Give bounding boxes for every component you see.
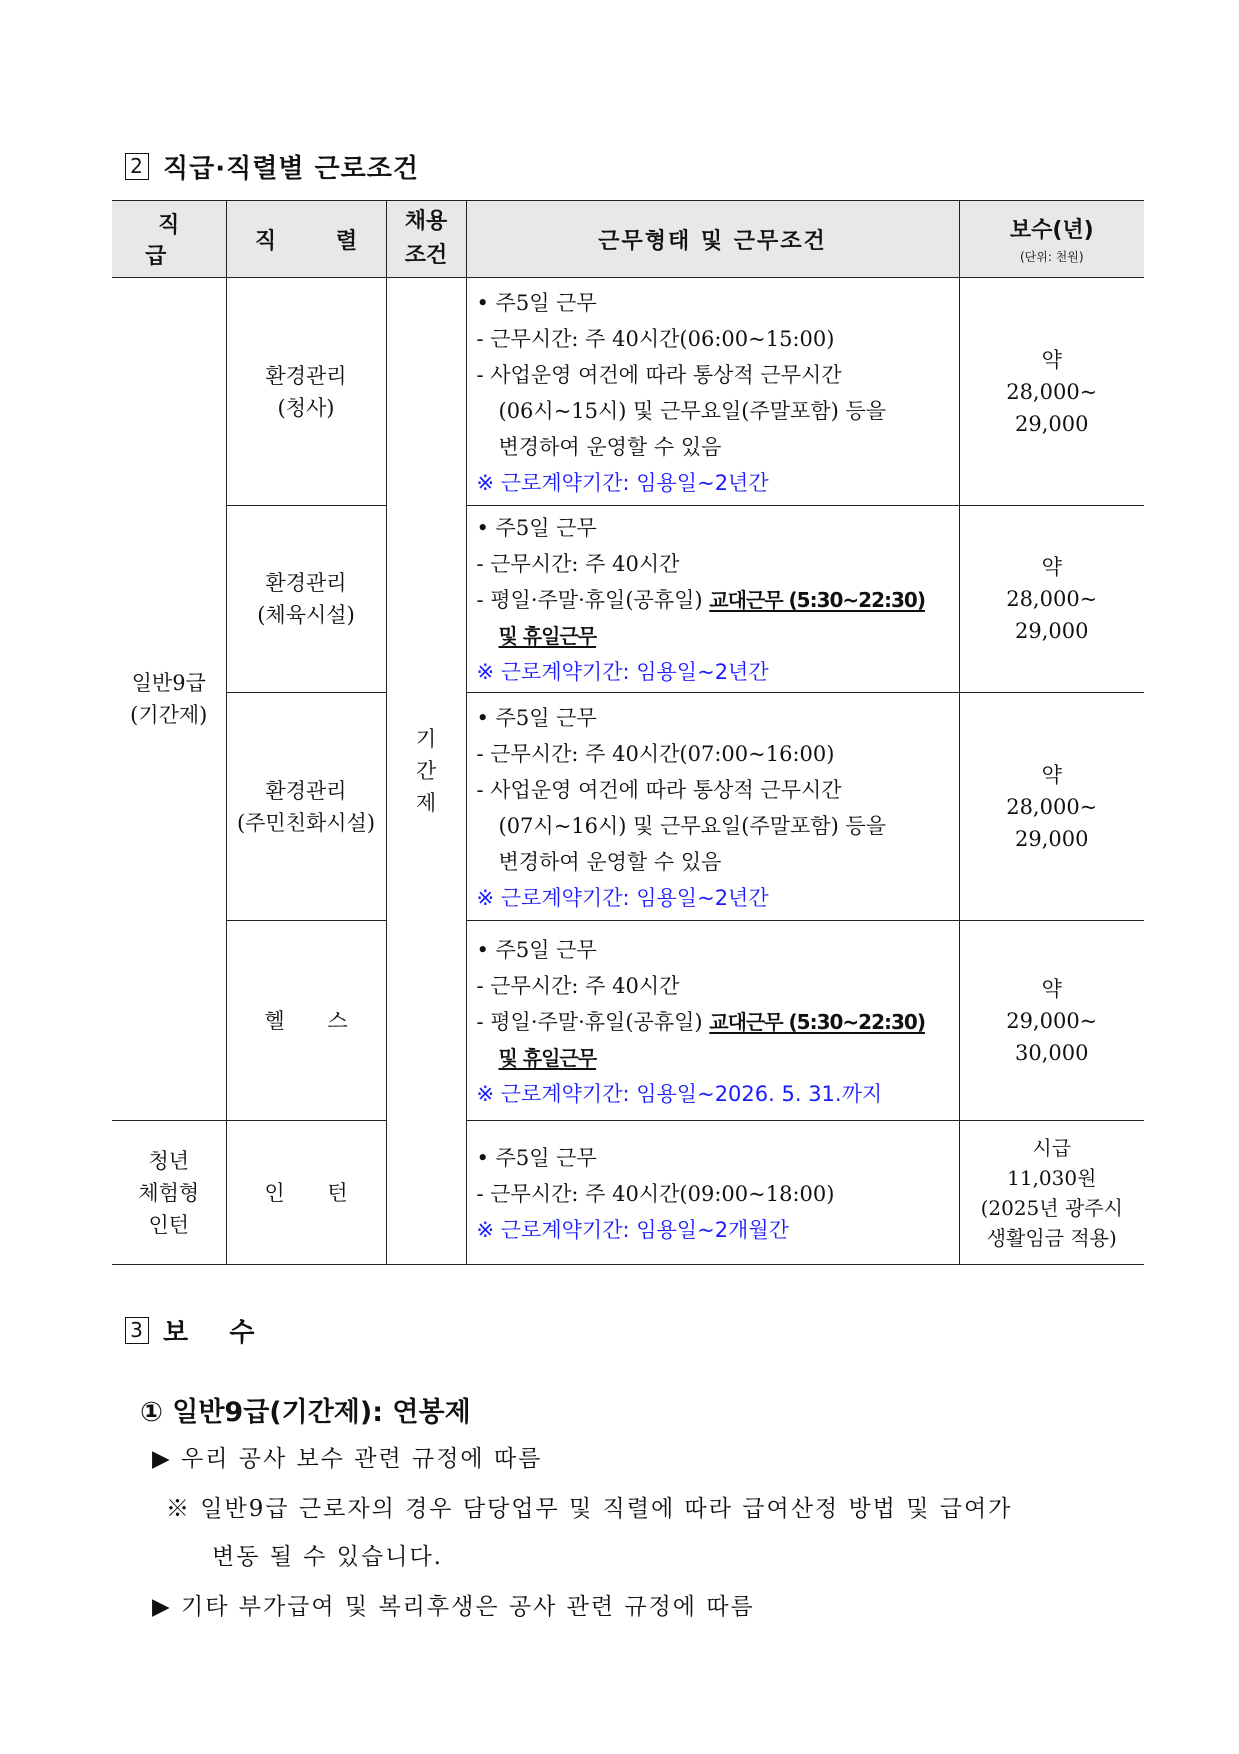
header-series: 직 렬 <box>226 201 386 278</box>
section-number-box: 3 <box>125 1317 149 1344</box>
header-pay-unit: (단위: 천원) <box>1019 250 1084 264</box>
table-header-row <box>112 201 1144 278</box>
series-cell: 헬 스 <box>226 921 386 1121</box>
shift-work-underlined: 교대근무 (5:30~22:30) <box>709 1009 925 1034</box>
section-2-title <box>125 148 419 185</box>
series-cell: 환경관리 (청사) <box>226 278 386 506</box>
section-title-text: 직급·직렬별 근로조건 <box>163 154 419 184</box>
header-employment: 채용 조건 <box>386 201 466 278</box>
conditions-cell: • 주5일 근무 - 근무시간: 주 40시간 - 평일·주말·휴일(공휴일) 교대근무 (5:30~22:30) 및 휴일근무 ※ 근로계약기간: 임용일~2년간 <box>466 506 959 693</box>
series-cell: 환경관리 (주민친화시설) <box>226 693 386 921</box>
section-number-box: 2 <box>125 153 149 180</box>
contract-period: ※ 근로계약기간: 임용일~2개월간 <box>476 1217 789 1242</box>
pay-cell: 시급 11,030원 (2025년 광주시 생활임금 적용) <box>959 1121 1144 1265</box>
conditions-cell: • 주5일 근무 - 근무시간: 주 40시간(07:00~16:00) - 사업운영 여건에 따라 통상적 근무시간 (07시~16시) 및 근무요일(주말포함) 등을 변경하여 운영할 수 있음 ※ 근로계약기간: 임용일~2년간 <box>466 693 959 921</box>
working-conditions-table <box>112 200 1144 1265</box>
holiday-work-underlined: 및 휴일근무 <box>498 1045 597 1070</box>
table-row <box>112 506 1144 693</box>
series-cell: 환경관리 (체육시설) <box>226 506 386 693</box>
conditions-cell: • 주5일 근무 - 근무시간: 주 40시간 - 평일·주말·휴일(공휴일) 교대근무 (5:30~22:30) 및 휴일근무 ※ 근로계약기간: 임용일~2026. 5. 31.까지 <box>466 921 959 1121</box>
table-row <box>112 278 1144 506</box>
pay-cell: 약 28,000~ 29,000 <box>959 506 1144 693</box>
table-row <box>112 693 1144 921</box>
holiday-work-underlined: 및 휴일근무 <box>498 624 597 648</box>
pay-cell: 약 28,000~ 29,000 <box>959 693 1144 921</box>
conditions-cell: • 주5일 근무 - 근무시간: 주 40시간(09:00~18:00) ※ 근로계약기간: 임용일~2개월간 <box>466 1121 959 1265</box>
contract-period: ※ 근로계약기간: 임용일~2년간 <box>476 660 769 684</box>
pay-cell: 약 28,000~ 29,000 <box>959 278 1144 506</box>
contract-period: ※ 근로계약기간: 임용일~2년간 <box>476 470 769 495</box>
benefits-rule-line: ▶ 기타 부가급여 및 복리후생은 공사 관련 규정에 따름 <box>152 1594 755 1620</box>
header-conditions: 근무형태 및 근무조건 <box>466 201 959 278</box>
pay-subsection-title: ① 일반9급(기간제): 연봉제 <box>140 1397 471 1428</box>
contract-period: ※ 근로계약기간: 임용일~2026. 5. 31.까지 <box>476 1081 883 1106</box>
pay-cell: 약 29,000~ 30,000 <box>959 921 1144 1121</box>
header-grade: 직 급 <box>112 201 226 278</box>
contract-period: ※ 근로계약기간: 임용일~2년간 <box>476 885 769 910</box>
grade-cell: 청년 체험형 인턴 <box>112 1121 226 1265</box>
section-3-title <box>125 1312 255 1349</box>
table-row <box>112 921 1144 1121</box>
section-title-text: 보 수 <box>163 1318 256 1348</box>
grade-cell: 일반9급 (기간제) <box>112 278 226 1121</box>
pay-rule-line: ▶ 우리 공사 보수 관련 규정에 따름 <box>152 1446 543 1472</box>
shift-work-underlined: 교대근무 (5:30~22:30) <box>709 588 925 612</box>
pay-note-line-cont: 변동 될 수 있습니다. <box>212 1544 443 1570</box>
header-pay: 보수(년) (단위: 천원) <box>959 201 1144 278</box>
pay-note-line: ※ 일반9급 근로자의 경우 담당업무 및 직렬에 따라 급여산정 방법 및 급여가 <box>166 1496 1013 1522</box>
conditions-cell: • 주5일 근무 - 근무시간: 주 40시간(06:00~15:00) - 사업운영 여건에 따라 통상적 근무시간 (06시~15시) 및 근무요일(주말포함) 등을 변경하여 운영할 수 있음 ※ 근로계약기간: 임용일~2년간 <box>466 278 959 506</box>
series-cell: 인 턴 <box>226 1121 386 1265</box>
employment-cell: 기 간 제 <box>386 278 466 1265</box>
table-row <box>112 1121 1144 1265</box>
